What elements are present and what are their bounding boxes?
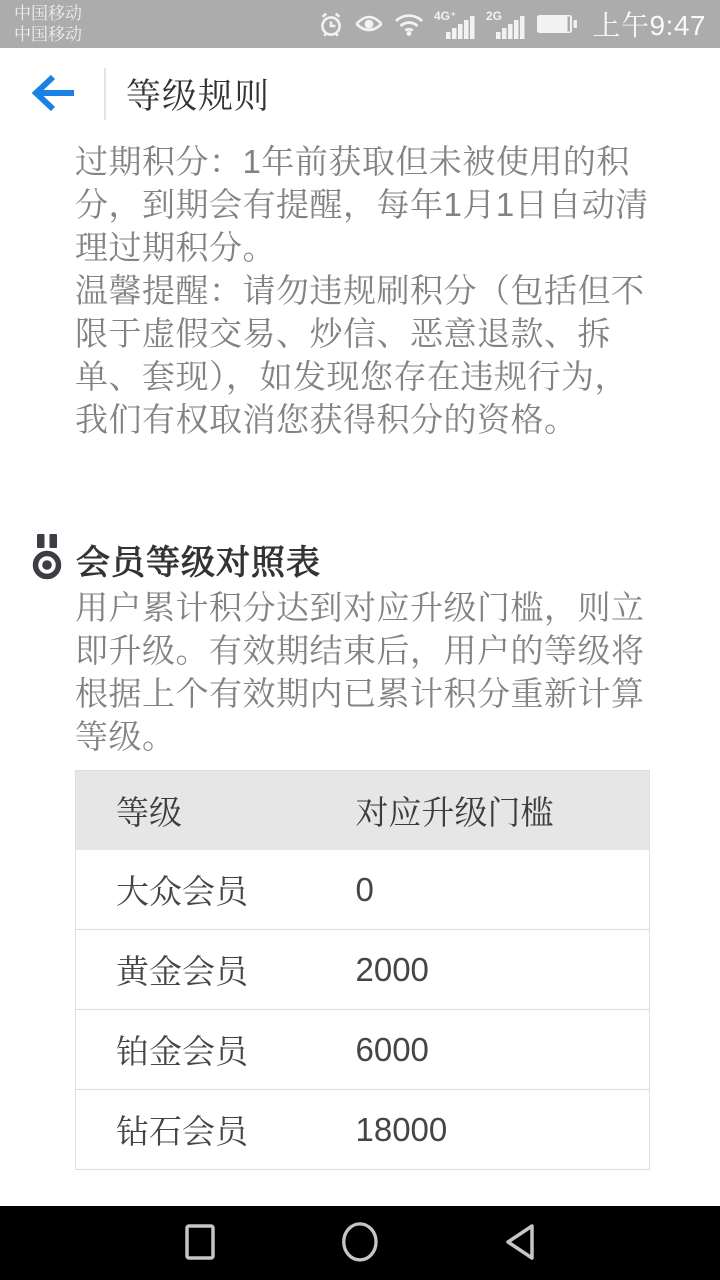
app-bar	[0, 48, 720, 140]
home-button[interactable]	[336, 1219, 384, 1267]
back-nav-button[interactable]	[496, 1219, 544, 1267]
alarm-icon	[318, 11, 344, 38]
cell-threshold: 18000	[355, 1110, 448, 1148]
cell-level: 钻石会员	[116, 1113, 248, 1150]
back-triangle-icon	[502, 1221, 538, 1266]
wifi-icon	[394, 13, 424, 36]
paragraph-expired-points: 过期积分：1年前获取但未被使用的积分，到期会有提醒，每年1月1日自动清理过期积分。	[75, 143, 649, 266]
appbar-divider	[104, 68, 106, 120]
section-header	[30, 533, 655, 586]
paragraph-level-description: 用户累计积分达到对应升级门槛，则立即升级。有效期结束后，用户的等级将根据上个有效期内已累计积分重新计算等级。	[75, 589, 645, 755]
carrier-labels	[14, 3, 82, 45]
carrier-line2: 中国移动	[14, 25, 82, 44]
header-cell-level: 等级	[76, 771, 356, 851]
carrier-line1: 中国移动	[14, 4, 82, 23]
paragraph-warning: 温馨提醒：请勿违规刷积分（包括但不限于虚假交易、炒信、恶意退款、拆单、套现），如发现您存在违规行为，我们有权取消您获得积分的资格。	[75, 272, 645, 438]
back-button[interactable]	[30, 70, 78, 118]
cell-threshold: 2000	[355, 950, 429, 988]
cell-level: 铂金会员	[116, 1033, 248, 1070]
signal-4g-icon	[434, 9, 476, 39]
cell-level: 大众会员	[116, 873, 248, 910]
cell-level: 黄金会员	[116, 953, 248, 990]
member-levels-table	[75, 770, 650, 1170]
status-bar	[0, 0, 720, 48]
header-cell-threshold: 对应升级门槛	[356, 771, 650, 851]
page-title: 等级规则	[126, 77, 271, 116]
recents-button[interactable]	[176, 1219, 224, 1267]
signal-2g-icon	[486, 9, 526, 39]
battery-icon	[536, 13, 578, 35]
home-circle-icon	[339, 1221, 381, 1266]
recents-square-icon	[184, 1222, 216, 1265]
cell-threshold: 0	[355, 870, 374, 908]
back-arrow-icon	[30, 71, 78, 118]
system-nav-bar	[0, 1206, 720, 1280]
network-badge-4g: 4G⁺	[433, 9, 456, 23]
table-row	[76, 1090, 650, 1170]
medal-icon	[30, 533, 64, 586]
table-header-row	[76, 771, 650, 851]
status-time: 上午9:47	[592, 10, 706, 41]
eye-comfort-icon	[354, 12, 384, 36]
section-title: 会员等级对照表	[76, 544, 321, 582]
table-row	[76, 850, 650, 930]
cell-threshold: 6000	[355, 1030, 429, 1068]
network-badge-2g: 2G	[485, 9, 502, 23]
table-row	[76, 930, 650, 1010]
table-row	[76, 1010, 650, 1090]
rules-content[interactable]	[0, 140, 720, 1206]
